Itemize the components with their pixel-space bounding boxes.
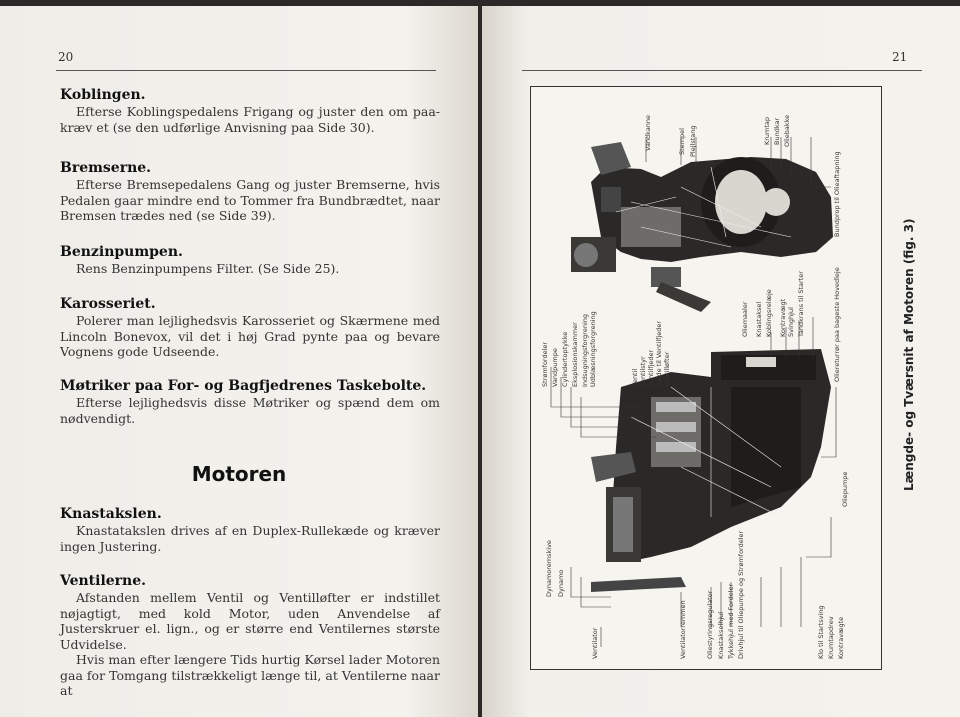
page-number-left: 20: [58, 50, 74, 64]
chapter-heading: Motoren: [191, 462, 287, 486]
section-text: Hvis man efter længere Tids hurtig Kørsel lader Motoren gaa for Tomgang tilstrækkeligt længe til, at Ventilerne naar at: [60, 652, 440, 698]
section-text: Polerer man lejlighedsvis Karosseriet og Skærmene med Lincoln Bonevox, vil det i høj Grad pynte paa og bevare Vognens gode Udseende.: [60, 313, 440, 359]
label-bundkar: Bundkar: [773, 117, 781, 145]
engine-bottom-section: [591, 349, 831, 592]
label-cylindertoptykke: Cylindertoptykke: [561, 331, 569, 387]
section-text: Rens Benzinpumpens Filter. (Se Side 25).: [76, 261, 340, 276]
section-koblingen: [60, 87, 440, 135]
right-page: [482, 6, 960, 717]
label-dynamo: Dynamo: [557, 569, 565, 597]
label-udblaesning: Udblæsningsforgrening: [589, 311, 597, 387]
section-text: Efterse lejlighedsvis disse Møtriker og spænd dem om nødvendigt.: [60, 395, 440, 426]
label-strømfordeler: Strømfordeler: [541, 341, 549, 387]
header-rule: [522, 70, 922, 71]
section-ventilerne: [60, 573, 440, 699]
section-title: Knastakslen.: [60, 506, 162, 522]
label-ventilatorrem: Ventilatorremmen: [679, 600, 687, 659]
label-saede: Sæde til Ventilfjeder: [655, 320, 663, 387]
label-kontravaegte: Kontravægte: [837, 616, 845, 659]
label-krumtapdrev: Krumtapdrev: [827, 616, 835, 659]
label-oliepumpe: Oliepumpe: [841, 471, 849, 507]
label-klo: Klo til Startsving: [817, 605, 825, 659]
section-title: Koblingen.: [60, 87, 146, 103]
left-page: [0, 6, 478, 717]
label-bundprop: Bundprop til Olieaftapning: [833, 151, 841, 237]
section-knastakslen: [60, 506, 440, 554]
section-text: Afstanden mellem Ventil og Ventilløfter er indstillet nøjagtigt, med kold Motor, uden Anvendelse af Justerskruer el. lign., og er større end Ventilernes største Udvidelse.: [60, 590, 440, 652]
label-vandpumpe: Vandpumpe: [551, 348, 559, 387]
label-oliemaaler: Oliemaaler: [741, 301, 749, 337]
label-indsugning: Indsugningsforgrening: [581, 313, 589, 387]
section-title: Ventilerne.: [60, 573, 147, 589]
label-krumtap: Krumtap: [763, 116, 771, 145]
engine-figure: [530, 86, 882, 670]
label-ventilloefter: Ventilløfter: [663, 351, 671, 387]
label-ventilstyr: Ventilstyr: [639, 356, 647, 387]
section-motriker: [60, 378, 440, 426]
label-dynamoremskive: Dynamoremskive: [545, 540, 553, 597]
section-bremserne: [60, 160, 440, 224]
label-oliebakke: Oliebakke: [783, 114, 791, 147]
section-benzinpumpen: [60, 244, 440, 277]
section-title: Karosseriet.: [60, 296, 156, 312]
label-ventilfjeder: Ventilfjeder: [647, 349, 655, 387]
engine-top-section: [571, 142, 833, 312]
label-oliereturroer: Oliereturrør paa bageste Hovedleje: [833, 267, 841, 382]
label-ventilator: Ventilator: [591, 627, 599, 659]
label-kontravaegt: Kontravægt: [779, 298, 787, 337]
section-text: Knastatakslen drives af en Duplex-Rullekæde og kræver ingen Justering.: [60, 523, 440, 554]
figure-caption: Længde- og Tværsnit af Motoren (fig. 3): [902, 218, 916, 491]
label-knastaksel: Knastaksel: [755, 301, 763, 337]
section-text: Efterse Bremsepedalens Gang og juster Bremserne, hvis Pedalen gaar mindre end to Tommer fra Bundbrædtet, naar Bremsen trædes ned (se Side 39).: [60, 177, 440, 223]
label-eksplosionskammer: Eksplosionskammer: [571, 322, 579, 387]
section-text: Efterse Koblingspedalens Frigang og juster den om paa-kræv et (se den udførlige Anvisning paa Side 30).: [60, 104, 440, 135]
label-plejlstang: Plejlstang: [689, 125, 697, 157]
label-ventil: Ventil: [631, 368, 639, 387]
label-drivhjul: Drivhjul til Oliepumpe og Strømfordeler: [737, 530, 745, 659]
label-stempel: Stempel: [678, 128, 686, 155]
section-karosseriet: [60, 296, 440, 360]
label-svinghjul: Svinghjul: [787, 307, 795, 337]
label-tandkrans: Tandkrans til Starter: [797, 271, 805, 337]
section-title: Bremserne.: [60, 160, 152, 176]
header-rule: [56, 70, 436, 71]
label-oliestyring: Oliestyringsregulator: [706, 590, 714, 659]
label-knastakselhjul: Knastakselhjul: [717, 611, 725, 659]
label-vandkanne: Vandkanne: [644, 114, 652, 151]
section-title: Benzinpumpen.: [60, 244, 183, 260]
page-number-right: 21: [892, 50, 908, 64]
label-tykkehjul: Tykkehjul med Fordeler: [727, 583, 735, 659]
section-title: Møtriker paa For- og Bagfjedrenes Taskebolte.: [60, 378, 427, 394]
label-koblingsrelaeje: Koblingsrelæje: [765, 289, 773, 337]
